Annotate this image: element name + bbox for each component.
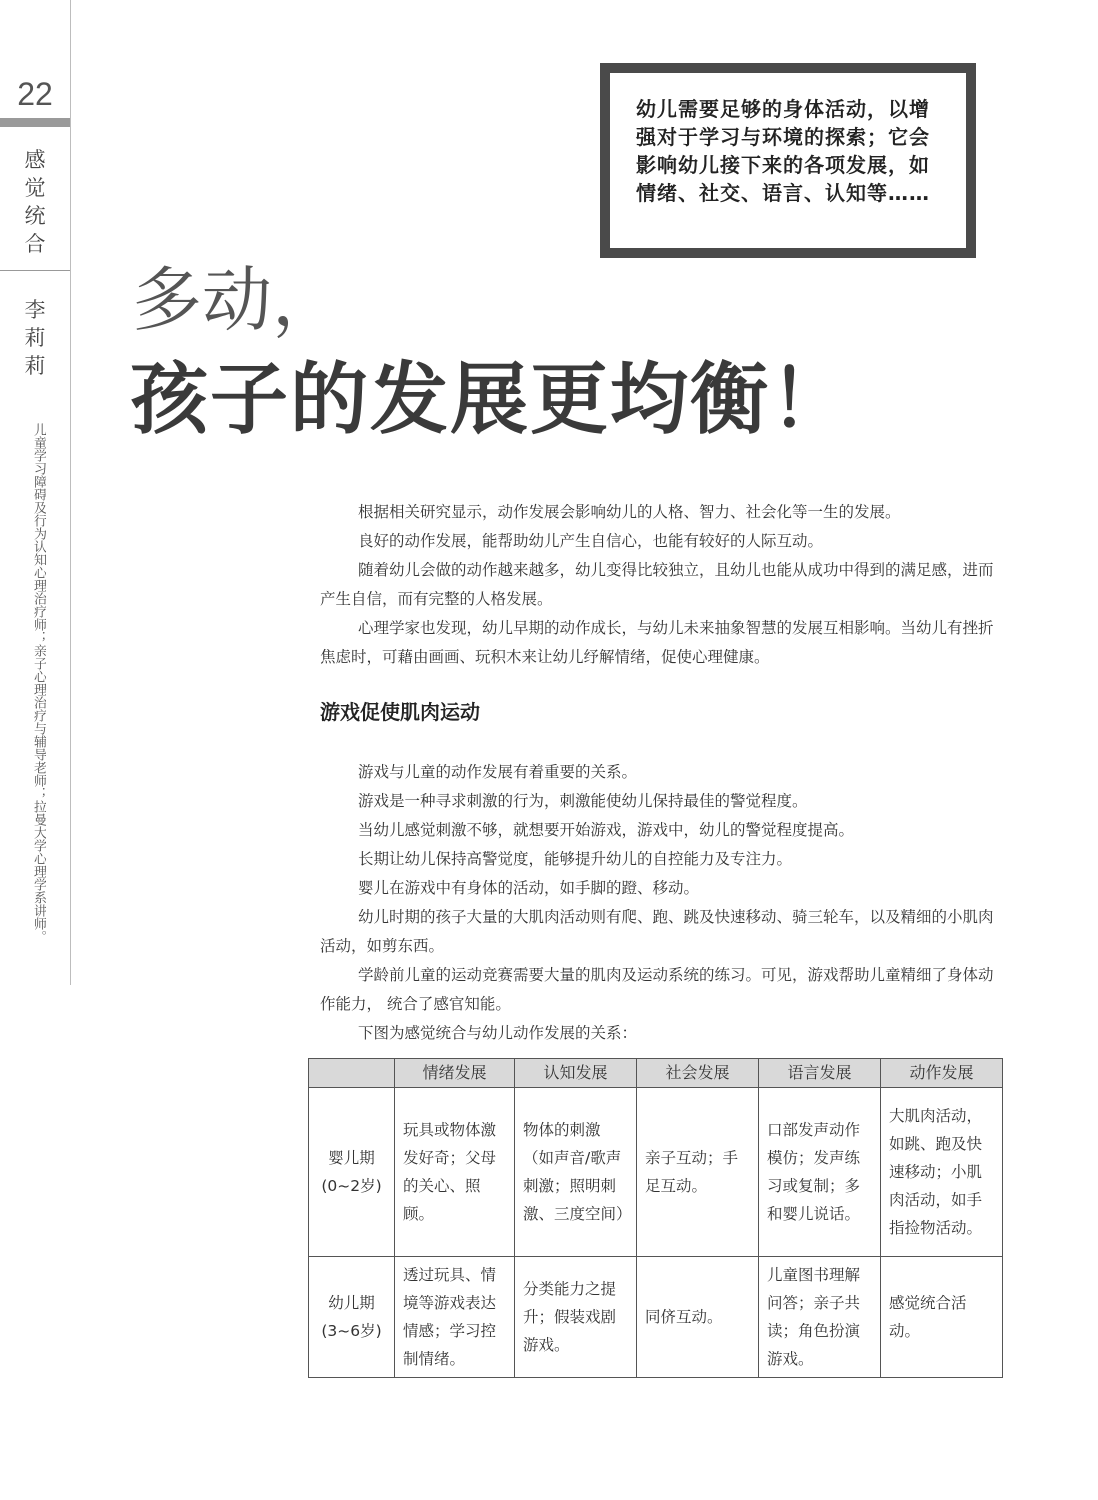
author-name	[0, 296, 70, 380]
section-subheading: 游戏促使肌肉运动	[320, 700, 480, 724]
table-header-cell: 情绪发展	[395, 1059, 515, 1088]
author-name-char: 李	[24, 298, 46, 322]
pull-quote-box	[600, 63, 976, 258]
table-header-cell: 语言发展	[759, 1059, 881, 1088]
pull-quote-text: 幼儿需要足够的身体活动，以增强对于学习与环境的探索；它会影响幼儿接下来的各项发展，如情绪、社交、语言、认知等……	[610, 73, 966, 248]
table-header-cell: 认知发展	[515, 1059, 637, 1088]
table-cell: 物体的刺激（如声音/歌声刺激；照明刺激、三度空间）	[515, 1088, 637, 1257]
table-header-cell: 动作发展	[881, 1059, 1003, 1088]
table-header-row	[309, 1059, 1003, 1088]
section-title-char: 感	[24, 148, 46, 172]
author-name-char: 莉	[24, 354, 46, 378]
table-cell: 感觉统合活动。	[881, 1257, 1003, 1378]
margin-divider	[70, 0, 71, 985]
stage-cell	[309, 1257, 395, 1378]
stage-label: 婴儿期	[328, 1149, 375, 1167]
author-bio: 儿童学习障碍及行为认知心理治疗师；亲子心理治疗与辅导老师；拉曼大学心理学系讲师。	[31, 423, 46, 943]
paragraph: 根据相关研究显示，动作发展会影响幼儿的人格、智力、社会化等一生的发展。	[358, 503, 901, 521]
paragraph: 长期让幼儿保持高警觉度，能够提升幼儿的自控能力及专注力。	[358, 850, 793, 868]
page-number-bar	[0, 118, 70, 127]
table-row	[309, 1088, 1003, 1257]
paragraph: 当幼儿感觉刺激不够，就想要开始游戏，游戏中，幼儿的警觉程度提高。	[358, 821, 855, 839]
paragraph: 幼儿时期的孩子大量的大肌肉活动则有爬、跑、跳及快速移动、骑三轮车，以及精细的小肌肉活动，如剪东西。	[320, 908, 994, 955]
paragraph: 婴儿在游戏中有身体的活动，如手脚的蹬、移动。	[358, 879, 700, 897]
sidebar-divider	[0, 270, 70, 271]
table-cell: 口部发声动作模仿；发声练习或复制；多和婴儿说话。	[759, 1088, 881, 1257]
paragraph: 学龄前儿童的运动竞赛需要大量的肌肉及运动系统的练习。可见，游戏帮助儿童精细了身体动作能力， 统合了感官知能。	[320, 966, 994, 1013]
section-title-char: 统	[24, 204, 46, 228]
author-name-char: 莉	[24, 326, 46, 350]
paragraph: 下图为感觉统合与幼儿动作发展的关系：	[358, 1024, 638, 1042]
stage-cell	[309, 1088, 395, 1257]
table-row	[309, 1257, 1003, 1378]
paragraph: 游戏与儿童的动作发展有着重要的关系。	[358, 763, 638, 781]
headline-line2: 孩子的发展更均衡！	[130, 355, 851, 445]
stage-label: 幼儿期	[328, 1294, 375, 1312]
headline-line1: 多动，	[132, 259, 342, 341]
intro-section	[320, 498, 1004, 672]
table-cell: 透过玩具、情境等游戏表达情感；学习控制情绪。	[395, 1257, 515, 1378]
table-cell: 玩具或物体激发好奇；父母的关心、照顾。	[395, 1088, 515, 1257]
table-cell: 儿童图书理解问答；亲子共读；角色扮演游戏。	[759, 1257, 881, 1378]
section-title	[0, 146, 70, 258]
game-section	[320, 758, 1004, 1048]
table-header-cell: 社会发展	[637, 1059, 759, 1088]
section-title-char: 觉	[24, 176, 46, 200]
table-cell: 亲子互动；手足互动。	[637, 1088, 759, 1257]
stage-age: (0~2岁)	[321, 1177, 382, 1195]
table-cell: 同侪互动。	[637, 1257, 759, 1378]
development-table	[308, 1058, 1003, 1378]
paragraph: 游戏是一种寻求刺激的行为，刺激能使幼儿保持最佳的警觉程度。	[358, 792, 808, 810]
paragraph: 心理学家也发现，幼儿早期的动作成长，与幼儿未来抽象智慧的发展互相影响。当幼儿有挫折焦虑时，可藉由画画、玩积木来让幼儿纾解情绪，促使心理健康。	[320, 619, 994, 666]
section-title-char: 合	[24, 232, 46, 256]
paragraph: 良好的动作发展，能帮助幼儿产生自信心，也能有较好的人际互动。	[358, 532, 824, 550]
table-cell: 大肌肉活动，如跳、跑及快速移动；小肌肉活动，如手指捡物活动。	[881, 1088, 1003, 1257]
stage-age: (3~6岁)	[321, 1322, 382, 1340]
page-number: 22	[17, 76, 53, 112]
paragraph: 随着幼儿会做的动作越来越多，幼儿变得比较独立，且幼儿也能从成功中得到的满足感，进而产生自信，而有完整的人格发展。	[320, 561, 994, 608]
table-cell: 分类能力之提升；假装戏剧游戏。	[515, 1257, 637, 1378]
table-header-cell	[309, 1059, 395, 1088]
